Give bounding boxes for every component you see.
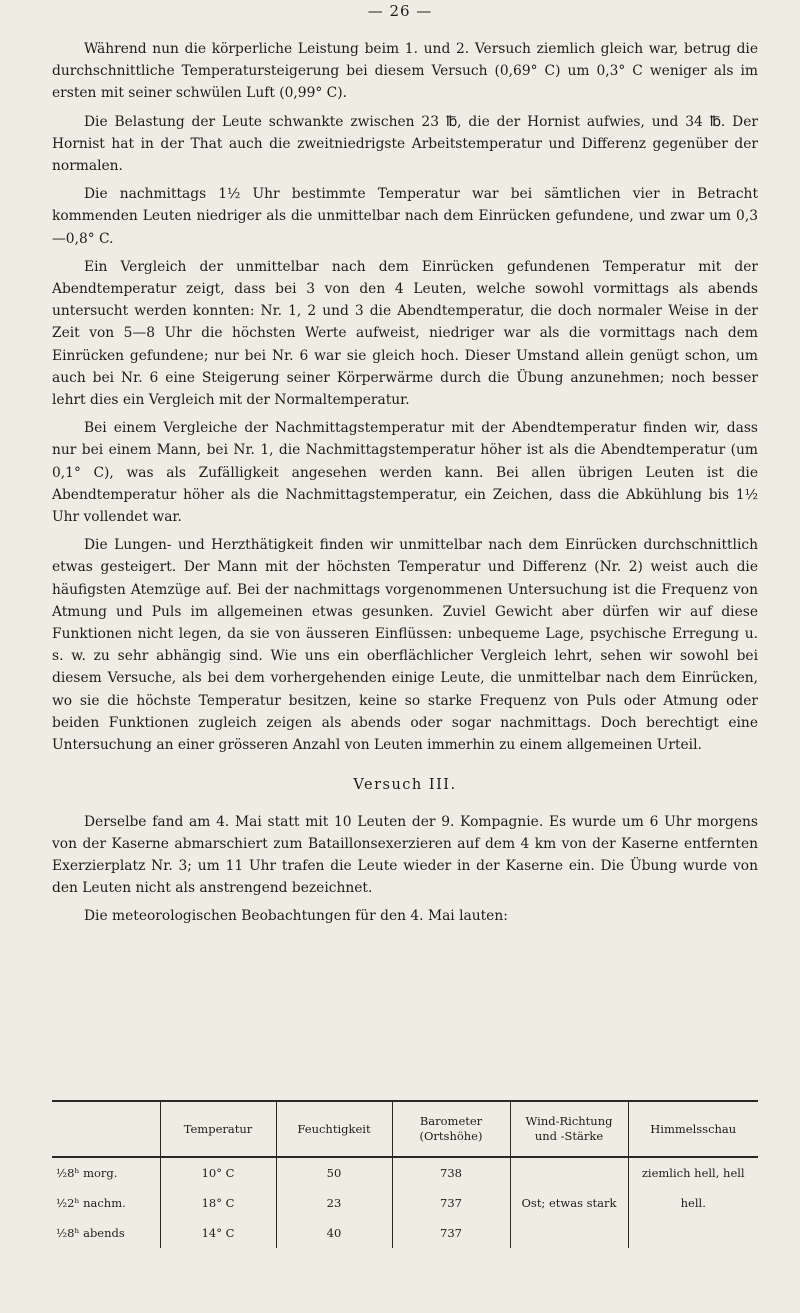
header-cell: Himmelsschau bbox=[628, 1101, 758, 1157]
sky-cell: hell. bbox=[628, 1188, 758, 1248]
table-row bbox=[52, 1188, 758, 1218]
temperature-cell: 10° C bbox=[160, 1157, 276, 1188]
table-row bbox=[52, 1157, 758, 1188]
header-cell bbox=[52, 1101, 160, 1157]
page-number: — 26 — bbox=[367, 2, 433, 20]
temperature-cell: 18° C bbox=[160, 1188, 276, 1218]
header-cell: Barometer (Ortshöhe) bbox=[392, 1101, 510, 1157]
time-cell: ½8ʰ abends bbox=[56, 1225, 125, 1240]
header-cell: Temperatur bbox=[160, 1101, 276, 1157]
wind-cell: Ost; etwas stark bbox=[510, 1157, 628, 1248]
time-cell: ½2ʰ nachm. bbox=[56, 1195, 126, 1210]
paragraph: Während nun die körperliche Leistung beim 1. und 2. Versuch ziemlich gleich war, betrug die durchschnittliche Temperatursteigerung bei diesem Versuch (0,69° C) um 0,3° C weniger als im ersten mit seiner schwülen Luft (0,99° C). bbox=[52, 41, 758, 102]
humidity-cell: 40 bbox=[276, 1218, 392, 1248]
paragraph: Ein Vergleich der unmittelbar nach dem Einrücken gefundenen Temperatur mit der Abendtemperatur zeigt, dass bei 3 von den 4 Leuten, welche sowohl vormittags als abends untersucht werden konnten: Nr. 1, 2 und 3 die Abendtemperatur, die doch normaler Weise in der Zeit von 5—8 Uhr die höchsten Werte aufweist, niedriger war als die vormittags nach dem Einrücken gefundene; nur bei Nr. 6 war sie gleich hoch. Dieser Umstand allein genügt schon, um auch bei Nr. 6 eine Steigerung seiner Körperwärme durch die Übung anzunehmen; noch besser lehrt dies ein Vergleich mit der Normaltemperatur. bbox=[52, 258, 758, 409]
paragraph: Die Lungen- und Herzthätigkeit finden wir unmittelbar nach dem Einrücken durchschnittlich etwas gesteigert. Der Mann mit der höchsten Temperatur und Differenz (Nr. 2) weist auch die häufigsten Atemzüge auf. Bei der nachmittags vorgenommenen Untersuchung ist die Frequenz von Atmung und Puls im allgemeinen etwas gesunken. Zuviel Gewicht aber dürfen wir auf diese Funktionen nicht legen, da sie von äusseren Einflüssen: unbequeme Lage, psychische Erregung u. s. w. zu sehr abhängig sind. Wie uns ein oberflächlicher Vergleich lehrt, sehen wir sowohl bei diesem Versuche, als bei dem vorhergehenden einige Leute, die unmittelbar nach dem Einrücken, wo sie die höchste Temperatur besitzen, keine so starke Frequenz von Puls oder Atmung oder beiden Funktionen zugleich zeigen als abends oder sogar nachmittags. Doch berechtigt eine Untersuchung an einer grösseren Anzahl von Leuten immerhin zu einem allgemeinen Urteil. bbox=[52, 537, 758, 754]
barometer-cell: 737 bbox=[392, 1188, 510, 1218]
paragraph: Die Belastung der Leute schwankte zwischen 23 ℔, die der Hornist aufwies, und 34 ℔. Der Hornist hat in der That auch die zweitniedrigste Arbeitstemperatur und Differenz gegenüber der normalen. bbox=[52, 113, 758, 175]
paragraph: Bei einem Vergleiche der Nachmittagstemperatur mit der Abendtemperatur finden wir, dass nur bei einem Mann, bei Nr. 1, die Nachmittagstemperatur höher ist als die Abendtemperatur (um 0,1° C), was als Zufälligkeit angesehen werden kann. Bei allen übrigen Leuten ist die Abendtemperatur höher als die Nachmittagstemperatur, ein Zeichen, dass die Abkühlung bis 1½ Uhr vollendet war. bbox=[52, 420, 758, 526]
humidity-cell: 50 bbox=[276, 1157, 392, 1188]
weather-table bbox=[52, 1100, 758, 1248]
time-cell: ½8ʰ morg. bbox=[56, 1165, 118, 1180]
text-body bbox=[52, 38, 758, 934]
paragraph: Die nachmittags 1½ Uhr bestimmte Temperatur war bei sämtlichen vier in Betracht kommenden Leuten niedriger als die unmittelbar nach dem Einrücken gefundene, und zwar um 0,3—0,8° C. bbox=[52, 186, 758, 247]
table-header-row bbox=[52, 1101, 758, 1157]
barometer-cell: 737 bbox=[392, 1218, 510, 1248]
temperature-cell: 14° C bbox=[160, 1218, 276, 1248]
paragraph: Derselbe fand am 4. Mai statt mit 10 Leuten der 9. Kompagnie. Es wurde um 6 Uhr morgens von der Kaserne abmarschiert zum Bataillonsexerzieren auf dem 4 km von der Kaserne entfernten Exerzierplatz Nr. 3; um 11 Uhr trafen die Leute wieder in der Kaserne ein. Die Übung wurde von den Leuten nicht als anstrengend bezeichnet. bbox=[52, 813, 758, 897]
barometer-cell: 738 bbox=[392, 1157, 510, 1188]
section-heading: Versuch III. bbox=[353, 777, 457, 794]
header-cell: Feuchtigkeit bbox=[276, 1101, 392, 1157]
humidity-cell: 23 bbox=[276, 1188, 392, 1218]
header-cell: Wind-Richtung und -Stärke bbox=[510, 1101, 628, 1157]
paragraph: Die meteorologischen Beobachtungen für den 4. Mai lauten: bbox=[84, 908, 508, 925]
sky-cell: ziemlich hell, hell bbox=[628, 1157, 758, 1188]
